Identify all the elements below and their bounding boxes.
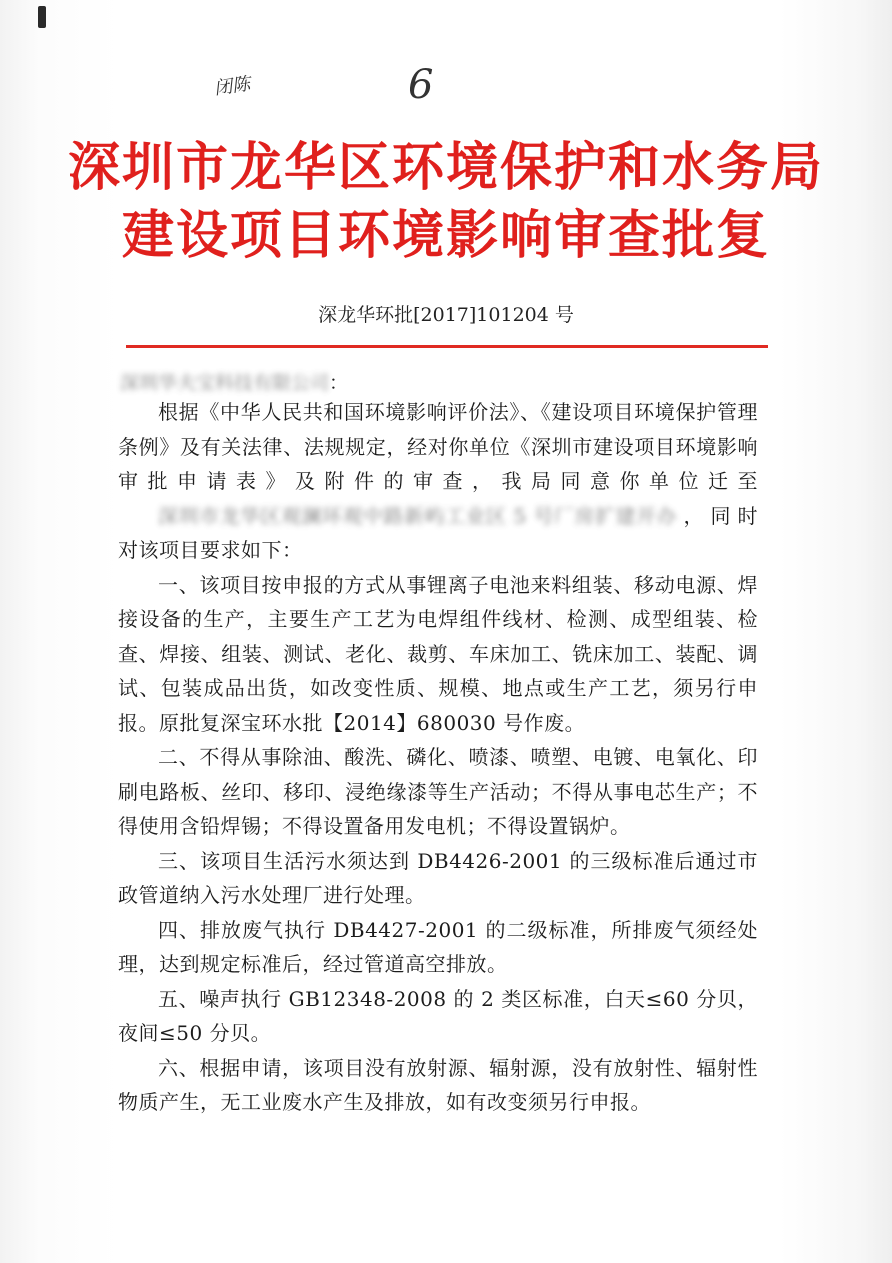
title-line-1: 深圳市龙华区环境保护和水务局	[67, 137, 824, 198]
requirement-item-5: 五、噪声执行 GB12348-2008 的 2 类区标准，白天≤60 分贝，夜间≤50 分贝。	[118, 986, 758, 1045]
intro-text-2: ，同时对该项目要求如下：	[118, 503, 758, 562]
requirement-item-6: 六、根据申请，该项目没有放射源、辐射源，没有放射性、辐射性物质产生，无工业废水产生及排放，如有改变须另行申报。	[118, 1055, 758, 1114]
requirement-item-4: 四、排放废气执行 DB4427-2001 的二级标准，所排废气须经处理，达到规定标准后，经过管道高空排放。	[118, 917, 758, 976]
title-line-2: 建设项目环境影响审查批复	[121, 205, 770, 266]
binding-mark	[38, 6, 46, 28]
red-divider-line	[126, 345, 768, 348]
handwritten-initials: 闭陈	[212, 73, 252, 100]
addressee-name-redacted: 深圳华夫宝科技有限公司	[120, 372, 330, 394]
requirement-item-1: 一、该项目按申报的方式从事锂离子电池来料组装、移动电源、焊接设备的生产，主要生产工艺为电焊组件线材、检测、成型组装、检查、焊接、组装、测试、老化、裁剪、车床加工、铣床加工、装配、调试、包装成品出货，如改变性质、规模、地点或生产工艺，须另行申报。原批复深宝环水批【2014】680030 号作废。	[118, 572, 758, 735]
handwritten-page-number: 6	[408, 62, 434, 108]
intro-paragraph	[118, 395, 758, 568]
intro-text-1: 根据《中华人民共和国环境影响评价法》、《建设项目环境保护管理条例》及有关法律、法规规定，经对你单位《深圳市建设项目环境影响审批申请表》及附件的审查，我局同意你单位迁至	[118, 400, 758, 493]
addressee-colon: ：	[329, 372, 349, 394]
intro-redacted-address: 深圳市龙华区观澜环观中路新屿工业区 5 号厂房扩建开办	[158, 503, 677, 528]
document-number: 深龙华环批[2017]101204 号	[318, 304, 574, 326]
requirement-item-3: 三、该项目生活污水须达到 DB4426-2001 的三级标准后通过市政管道纳入污水处理厂进行处理。	[118, 848, 758, 907]
addressee	[120, 368, 348, 395]
document-body	[118, 395, 758, 1120]
requirement-item-2: 二、不得从事除油、酸洗、磷化、喷漆、喷塑、电镀、电氧化、印刷电路板、丝印、移印、浸绝缘漆等生产活动；不得从事电芯生产；不得使用含铅焊锡；不得设置备用发电机；不得设置锅炉。	[118, 745, 758, 838]
